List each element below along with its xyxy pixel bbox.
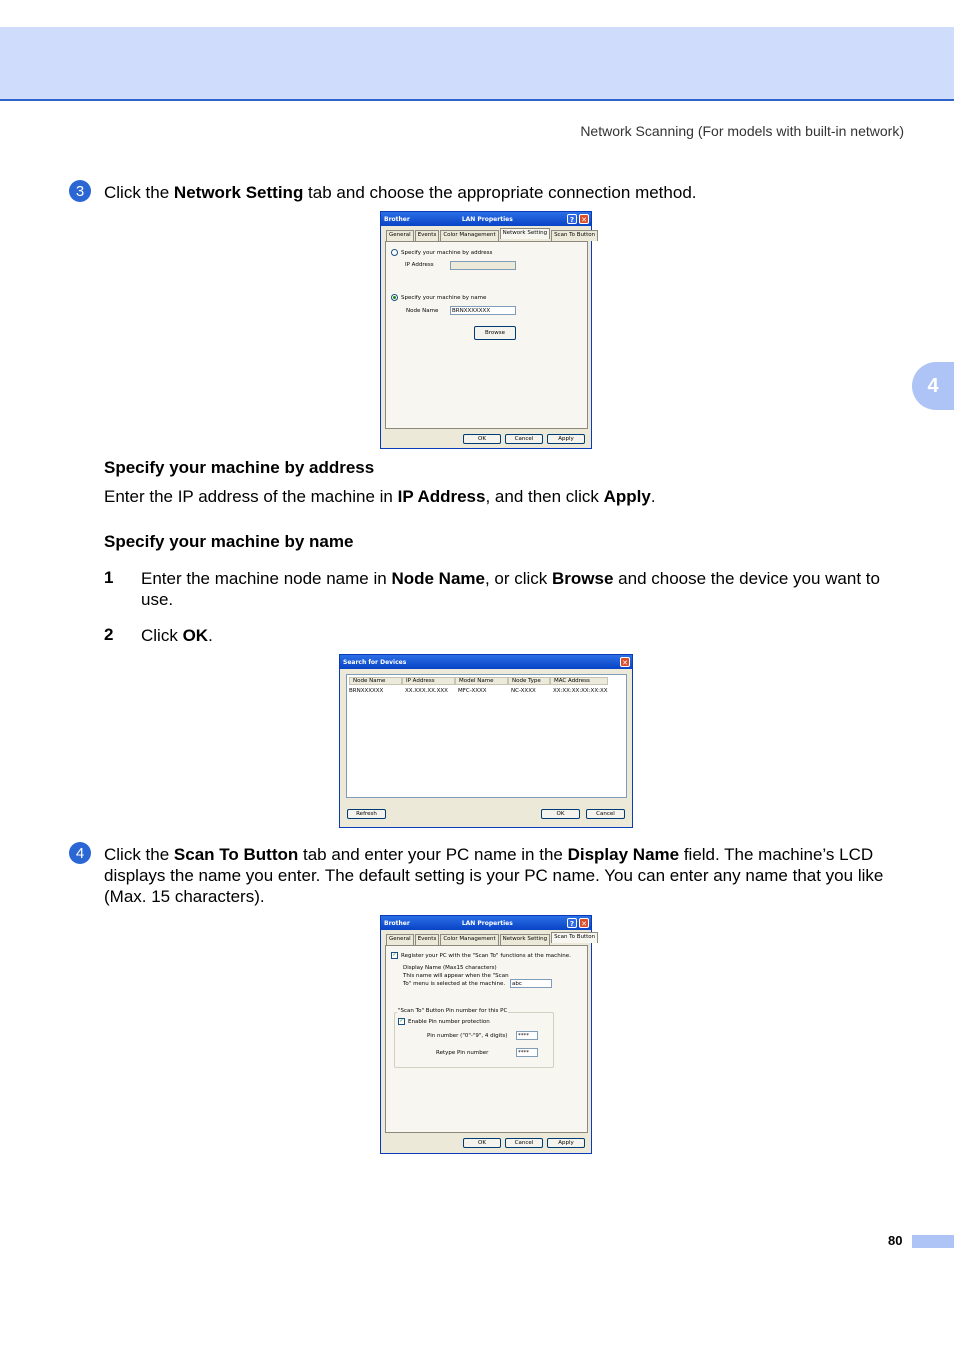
pin-group-title: "Scan To" Button Pin number for this PC: [398, 1008, 508, 1014]
tab-scan-to-button[interactable]: Scan To Button: [551, 932, 598, 943]
ok-button[interactable]: OK: [463, 434, 501, 444]
radio-label: Specify your machine by address: [401, 250, 493, 256]
search-devices-dialog: [339, 654, 633, 828]
ip-address-label: IP Address: [405, 262, 434, 268]
display-name-line: Display Name (Max15 characters): [403, 965, 497, 971]
substep-1-text: Enter the machine node name in Node Name, or click Browse and choose the device you want to use.: [141, 569, 880, 609]
title-brand: Brother: [384, 919, 410, 927]
checkbox-label: Register your PC with the "Scan To" functions at the machine.: [401, 953, 571, 959]
titlebar: [381, 212, 591, 226]
tab-network-setting[interactable]: Network Setting: [500, 934, 550, 945]
cell-node-type: NC-XXXX: [511, 688, 536, 694]
tab-general[interactable]: General: [386, 230, 414, 241]
column-header-node-name[interactable]: Node Name: [349, 677, 402, 685]
cancel-button[interactable]: Cancel: [505, 1138, 543, 1148]
node-name-field[interactable]: BRNXXXXXXX: [450, 306, 516, 315]
titlebar: [381, 916, 591, 930]
ok-button[interactable]: OK: [463, 1138, 501, 1148]
tab-scan-to-button[interactable]: Scan To Button: [551, 230, 598, 241]
apply-button[interactable]: Apply: [547, 1138, 585, 1148]
cancel-button[interactable]: Cancel: [505, 434, 543, 444]
lan-properties-dialog-scan: [380, 915, 596, 1154]
title-text: LAN Properties: [461, 215, 513, 223]
display-name-line: This name will appear when the "Scan: [403, 973, 509, 979]
step-marker-4: 4: [69, 842, 91, 864]
display-name-label: [403, 964, 509, 988]
column-header-ip-address[interactable]: IP Address: [402, 677, 455, 685]
substep-number-1: 1: [104, 568, 114, 587]
column-header-mac-address[interactable]: MAC Address: [550, 677, 608, 685]
retype-pin-label: Retype Pin number: [436, 1050, 489, 1056]
device-list: [346, 674, 627, 798]
tab-panel: [385, 945, 588, 1133]
pin-number-label: Pin number ("0"-"9", 4 digits): [427, 1033, 508, 1039]
titlebar: [340, 655, 632, 669]
header-band: [0, 27, 954, 101]
cell-model-name: MFC-XXXX: [458, 688, 487, 694]
close-icon[interactable]: ✕: [579, 214, 589, 224]
tab-general[interactable]: General: [386, 934, 414, 945]
tab-strip: [386, 230, 599, 241]
cell-ip-address: XX.XXX.XX.XXX: [405, 688, 448, 694]
close-icon[interactable]: ✕: [579, 918, 589, 928]
tab-strip: [386, 934, 599, 945]
chapter-tab: 4: [912, 362, 954, 410]
step3-text: Click the Network Setting tab and choose the appropriate connection method.: [104, 183, 697, 202]
radio-by-name[interactable]: [391, 294, 486, 301]
step-marker-3: 3: [69, 180, 91, 202]
heading-by-name: Specify your machine by name: [104, 532, 354, 551]
by-address-text: Enter the IP address of the machine in IP Address, and then click Apply.: [104, 487, 656, 506]
help-icon[interactable]: ?: [567, 918, 577, 928]
enable-pin-checkbox[interactable]: [398, 1018, 490, 1025]
cell-node-name: BRNXXXXXX: [349, 688, 384, 694]
step4-text: Click the Scan To Button tab and enter your PC name in the Display Name field. The machine’s LCD displays the name you enter. The default setting is your PC name. You can enter any name that you like (Max. 15 characters).: [104, 845, 884, 906]
tab-panel: [385, 241, 588, 429]
retype-pin-field[interactable]: ****: [516, 1048, 538, 1057]
refresh-button[interactable]: Refresh: [347, 809, 386, 819]
checkbox-icon: ✓: [392, 952, 397, 958]
lan-properties-dialog-network: [380, 211, 596, 449]
display-name-line: To" menu is selected at the machine.: [403, 981, 506, 987]
tab-events[interactable]: Events: [415, 934, 440, 945]
title-brand: Brother: [384, 215, 410, 223]
node-name-label: Node Name: [406, 308, 439, 314]
column-header-node-type[interactable]: Node Type: [508, 677, 550, 685]
substep-2-text: Click OK.: [141, 626, 213, 645]
cancel-button[interactable]: Cancel: [586, 809, 625, 819]
running-header: Network Scanning (For models with built-in network): [580, 123, 904, 139]
radio-label: Specify your machine by name: [401, 295, 487, 301]
title-text: LAN Properties: [461, 919, 513, 927]
checkbox-label: Enable Pin number protection: [408, 1019, 490, 1025]
browse-button[interactable]: Browse: [474, 326, 516, 340]
cell-mac-address: XX:XX:XX:XX:XX:XX: [553, 688, 608, 694]
close-icon[interactable]: ✕: [620, 657, 630, 667]
heading-by-address: Specify your machine by address: [104, 458, 375, 477]
apply-button[interactable]: Apply: [547, 434, 585, 444]
ok-button[interactable]: OK: [541, 809, 580, 819]
radio-icon: [391, 249, 398, 256]
register-pc-checkbox[interactable]: [391, 952, 571, 959]
page-number: 80: [888, 1233, 903, 1248]
display-name-field[interactable]: abc: [510, 979, 552, 988]
radio-by-address[interactable]: [391, 249, 492, 256]
checkbox-icon: ✓: [399, 1018, 404, 1024]
radio-icon: [391, 294, 398, 301]
column-header-model-name[interactable]: Model Name: [455, 677, 508, 685]
ip-address-field[interactable]: [450, 261, 516, 270]
page-number-bar: [912, 1235, 954, 1248]
tab-color-management[interactable]: Color Management: [440, 230, 498, 241]
substep-number-2: 2: [104, 625, 114, 644]
title-text: Search for Devices: [343, 658, 407, 666]
tab-color-management[interactable]: Color Management: [440, 934, 498, 945]
pin-number-field[interactable]: ****: [516, 1031, 538, 1040]
tab-network-setting[interactable]: Network Setting: [500, 228, 550, 239]
tab-events[interactable]: Events: [415, 230, 440, 241]
help-icon[interactable]: ?: [567, 214, 577, 224]
